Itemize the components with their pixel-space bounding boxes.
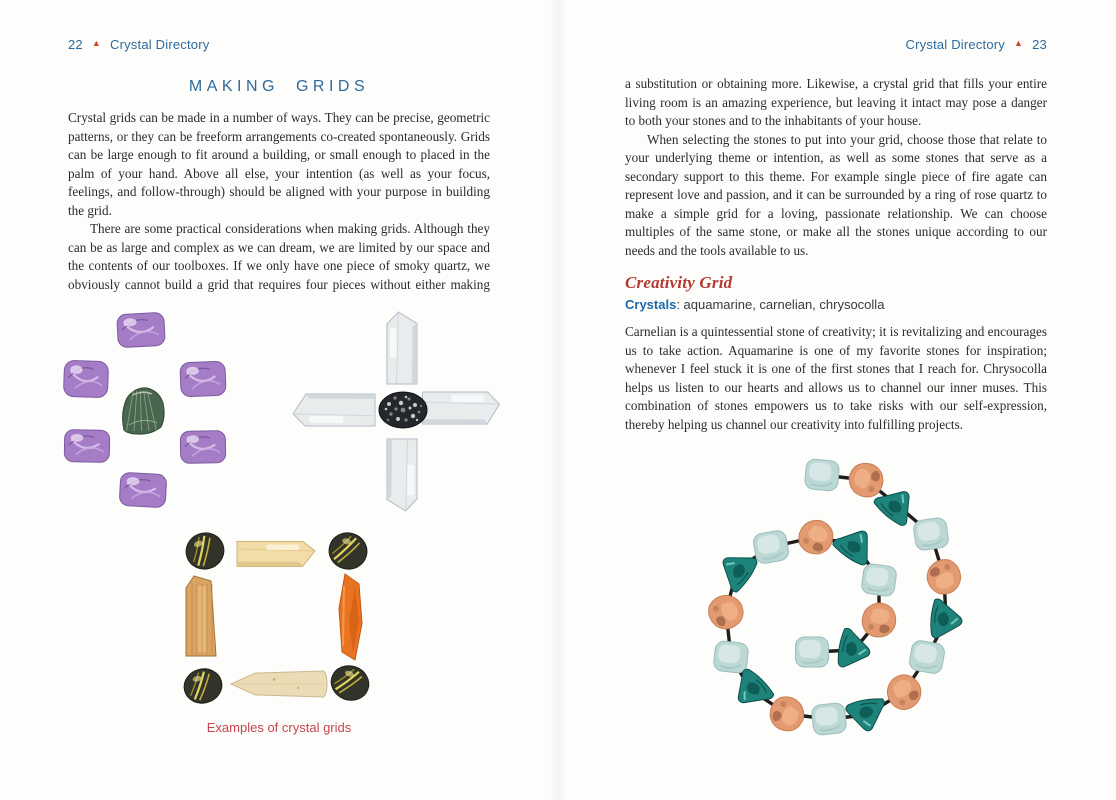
figure-crystal-grids [58, 302, 523, 712]
crystals-list: : aquamarine, carnelian, chrysocolla [676, 297, 885, 312]
paragraph: When selecting the stones to put into your grid, choose those that relate to your underlying theme or intention, as well as some stones that serve as a secondary support to this theme. For example single piece of fire agate can represent love and passion, and it can be surrounded by a ring of rose quartz to make a simple grid for a loving, passionate relationship. We can choose multiples of the same stone, or make all the stones unique according to our needs and the tools available to us. [625, 131, 1047, 258]
page-number-right: 23 [1032, 37, 1047, 52]
paragraph: Crystal grids can be made in a number of ways. They can be precise, geometric patterns, or they can be freeform arrangements co-created spontaneously. Grids can be large enough to fit around a building, or small enough to placed in the palm of your hand. Above all else, your intention (as well as your focus, feelings, and follow-through) should be aligned with your purpose in building the grid. [68, 110, 490, 218]
running-head-left [68, 37, 209, 52]
page-number-left: 22 [68, 37, 83, 52]
running-title-left: Crystal Directory [109, 37, 210, 52]
figure-caption: Examples of crystal grids [206, 720, 352, 735]
section-title: MAKING GRIDS [188, 78, 370, 95]
page-right [558, 0, 1116, 800]
running-head-right [906, 37, 1047, 52]
paragraph: a substitution or obtaining more. Likewise, a crystal grid that fills your entire living room is an amazing experience, but leaving it intact may pose a danger to both your stones and to the inhabitants of your house. [625, 76, 1047, 128]
crystals-label: Crystals [625, 297, 677, 312]
triangle-icon: ▲ [1014, 38, 1024, 48]
triangle-icon: ▲ [91, 38, 101, 48]
running-title-right: Crystal Directory [905, 37, 1006, 52]
crystals-line [625, 297, 1047, 312]
paragraph: There are some practical considerations when making grids. Although they can be as large and complex as we can dream, we are limited by our space and the contents of our toolboxes. If we only have one piece of smoky quartz, we obviously cannot build a grid that requires four pieces without either making [68, 221, 490, 292]
figure-spiral-grid [647, 440, 1051, 752]
subheading-creativity-grid: Creativity Grid [625, 273, 733, 292]
paragraph: Carnelian is a quintessential stone of creativity; it is revitalizing and encourages us to take action. Aquamarine is one of my favorite stones for inspiration; whenever I feel stuck it is one of the first stones that I reach for. Chrysocolla helps us listen to our hearts and allows us to channel our inner muses. This combination of stones empowers us to take risks with our self-expression, thereby helping us channel our creativity into fulfilling projects. [625, 324, 1047, 432]
